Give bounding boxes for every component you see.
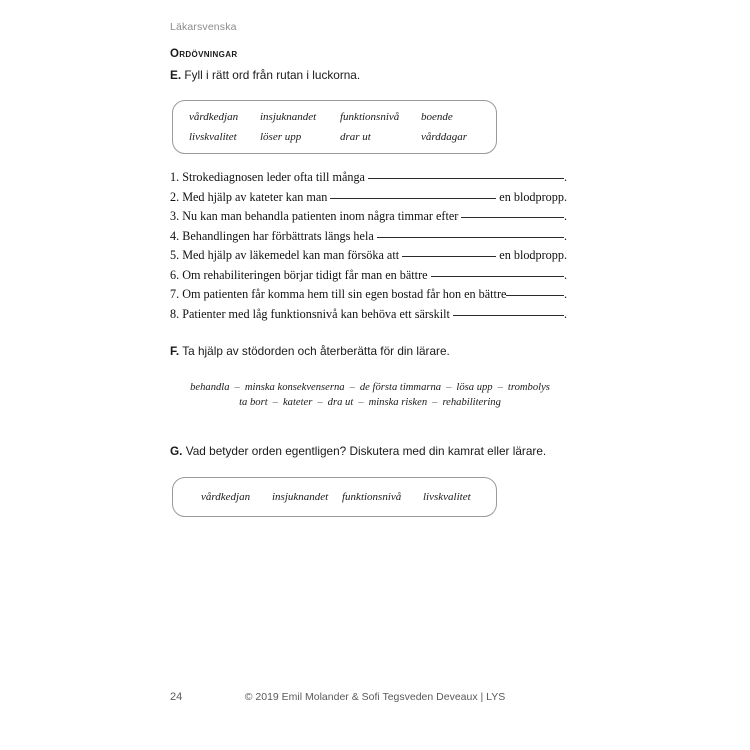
fill-in-item — [170, 227, 570, 247]
fill-in-item — [170, 305, 570, 325]
exercise-e-word-box — [172, 100, 497, 154]
exercise-f-instruction — [170, 344, 450, 358]
fill-in-item-suffix: . — [563, 267, 567, 282]
exercise-e-instruction — [170, 68, 360, 82]
fill-in-item-text: Behandlingen har förbättrats längs hela — [179, 228, 377, 243]
fill-in-item-suffix: . — [563, 306, 567, 321]
exercise-e-word: funktionsnivå — [340, 111, 400, 123]
exercise-g-instruction-text: Vad betyder orden egentligen? Diskutera med din kamrat eller lärare. — [182, 444, 547, 458]
support-word: rehabilitering — [442, 397, 501, 408]
support-word: minska risken — [368, 397, 428, 408]
fill-in-item-number: 2. — [170, 189, 180, 204]
fill-in-item-number: 3. — [170, 209, 180, 223]
exercise-e-letter: E. — [170, 68, 182, 82]
footer-copyright: © 2019 Emil Molander & Sofi Tegsveden Deveaux | LYS — [244, 691, 506, 703]
fill-in-item-text: Med hjälp av kateter kan man — [179, 189, 331, 204]
exercise-e-word: livskvalitet — [189, 131, 237, 143]
exercise-e-word: drar ut — [340, 131, 371, 143]
running-header: Läkarsvenska — [170, 21, 237, 33]
support-word-separator: – — [432, 397, 438, 408]
exercise-g-letter: G. — [170, 444, 183, 458]
fill-in-blank[interactable] — [453, 315, 564, 316]
fill-in-item-suffix: en blodpropp. — [496, 189, 567, 204]
support-word: dra ut — [327, 397, 354, 408]
exercise-g-word-box — [172, 477, 497, 517]
fill-in-item-text: Om patienten får komma hem till sin egen bostad får hon en bättre — [179, 287, 507, 301]
fill-in-item-suffix: . — [563, 209, 567, 223]
exercise-e-instruction-text: Fyll i rätt ord från rutan i luckorna. — [181, 68, 361, 82]
exercise-g-word: insjuknandet — [272, 491, 329, 503]
fill-in-item-suffix: . — [563, 287, 567, 301]
exercise-f-support-words — [170, 380, 570, 410]
fill-in-item — [170, 285, 570, 305]
exercise-g-word: vårdkedjan — [201, 491, 251, 503]
fill-in-blank[interactable] — [330, 198, 496, 199]
fill-in-item-number: 8. — [170, 306, 180, 321]
exercise-g-word: livskvalitet — [423, 491, 471, 503]
support-word-separator: – — [358, 397, 364, 408]
fill-in-item-text: Nu kan man behandla patienten inom några timmar efter — [179, 209, 462, 223]
support-word-separator: – — [234, 382, 240, 393]
exercise-g-word: funktionsnivå — [342, 491, 402, 503]
exercise-e-word: löser upp — [260, 131, 302, 143]
fill-in-item-suffix: en blodpropp. — [496, 248, 567, 262]
support-word-separator: – — [317, 397, 323, 408]
fill-in-blank[interactable] — [461, 217, 564, 218]
fill-in-item-suffix: . — [563, 170, 567, 184]
support-word: lösa upp — [456, 382, 493, 393]
exercise-e-word: vårdkedjan — [189, 111, 239, 123]
section-heading-ordovningar: Ordövningar — [170, 48, 238, 60]
exercise-e-word: insjuknandet — [260, 111, 317, 123]
fill-in-blank[interactable] — [431, 276, 564, 277]
support-word: behandla — [190, 382, 230, 393]
support-word-separator: – — [446, 382, 452, 393]
fill-in-item — [170, 266, 570, 286]
support-words-row-2 — [170, 395, 570, 410]
exercise-f-instruction-text: Ta hjälp av stödorden och återberätta för din lärare. — [179, 344, 450, 358]
fill-in-item-text: Strokediagnosen leder ofta till många — [179, 170, 368, 184]
fill-in-item-suffix: . — [563, 228, 567, 243]
exercise-e-word: vårddagar — [421, 131, 468, 143]
exercise-e-word: boende — [421, 111, 453, 123]
fill-in-item — [170, 188, 570, 208]
support-word-separator: – — [349, 382, 355, 393]
support-word: minska konsekvenserna — [244, 382, 345, 393]
fill-in-blank[interactable] — [377, 237, 564, 238]
support-word: trombolys — [507, 382, 550, 393]
exercise-f-letter: F. — [170, 344, 180, 358]
fill-in-item — [170, 207, 570, 227]
fill-in-item-number: 1. — [170, 170, 180, 184]
footer-page-number: 24 — [170, 691, 183, 703]
fill-in-item-text: Med hjälp av läkemedel kan man försöka att — [179, 248, 403, 262]
support-word-separator: – — [497, 382, 503, 393]
exercise-e-fill-in-list — [170, 168, 570, 324]
exercise-g-instruction — [170, 444, 546, 458]
fill-in-item-text: Patienter med låg funktionsnivå kan behöva ett särskilt — [179, 306, 453, 321]
fill-in-blank[interactable] — [402, 256, 496, 257]
fill-in-item-number: 4. — [170, 228, 180, 243]
support-word: ta bort — [239, 397, 268, 408]
fill-in-item-text: Om rehabiliteringen börjar tidigt får man en bättre — [179, 267, 431, 282]
fill-in-item — [170, 246, 570, 266]
fill-in-item — [170, 168, 570, 188]
fill-in-item-number: 6. — [170, 267, 180, 282]
fill-in-item-number: 5. — [170, 248, 180, 262]
support-word: de första timmarna — [359, 382, 442, 393]
support-words-row-1 — [170, 380, 570, 395]
support-word: kateter — [282, 397, 313, 408]
support-word-separator: – — [272, 397, 278, 408]
fill-in-blank[interactable] — [506, 295, 564, 296]
fill-in-item-number: 7. — [170, 287, 180, 301]
fill-in-blank[interactable] — [368, 178, 564, 179]
